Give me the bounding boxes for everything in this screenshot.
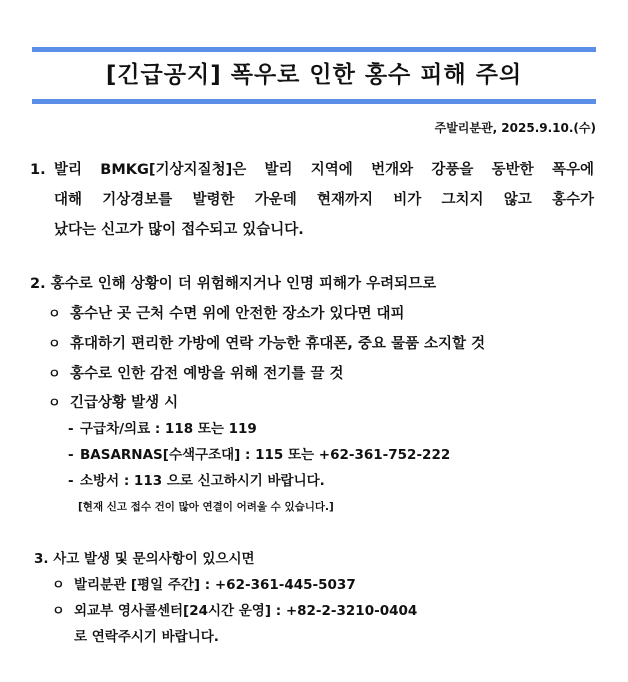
section2-bullet-item xyxy=(48,393,178,414)
section1-number: 1. xyxy=(30,162,46,178)
title-bottom-rule xyxy=(32,99,596,104)
bullet-symbol: ㅇ xyxy=(48,337,61,352)
section1-line-1: 발리 BMKG[기상지질청]은 발리 지역에 번개와 강풍을 동반한 폭우에 xyxy=(54,162,594,178)
emergency-contact-ambulance: - 구급차/의료 : 118 또는 119 xyxy=(68,421,257,437)
bullet-symbol: ㅇ xyxy=(52,604,65,619)
bullet-symbol: ㅇ xyxy=(48,307,61,322)
notice-title: [긴급공지] 폭우로 인한 홍수 피해 주의 xyxy=(105,62,523,88)
section1-line-3: 났다는 신고가 많이 접수되고 있습니다. xyxy=(54,222,304,238)
busy-lines-note: [현재 신고 접수 건이 많아 연결이 어려울 수 있습니다.] xyxy=(78,501,334,513)
section3-bullet-item xyxy=(52,601,417,622)
section2-bullet-item xyxy=(48,334,485,355)
bullet-symbol: ㅇ xyxy=(48,367,61,382)
section3-heading: 3. 사고 발생 및 문의사항이 있으시면 xyxy=(34,551,255,567)
bullet-symbol: ㅇ xyxy=(52,578,65,593)
section3-bullet-text: 발리분관 [평일 주간] : +62-361-445-5037 xyxy=(74,577,356,593)
section3-bullet-text: 외교부 영사콜센터[24시간 운영] : +82-2-3210-0404 xyxy=(74,603,418,619)
section3-closing: 로 연락주시기 바랍니다. xyxy=(74,629,219,645)
section3-bullet-item xyxy=(52,575,356,596)
section2-bullet-text: 휴대하기 편리한 가방에 연락 가능한 휴대폰, 중요 물품 소지할 것 xyxy=(70,336,486,352)
bullet-symbol: ㅇ xyxy=(48,396,61,411)
section2-bullet-item xyxy=(48,304,405,325)
section2-bullet-text: 긴급상황 발생 시 xyxy=(70,395,179,411)
emergency-contact-fire: - 소방서 : 113 으로 신고하시기 바랍니다. xyxy=(68,473,325,489)
section2-bullet-text: 홍수난 곳 근처 수면 위에 안전한 장소가 있다면 대피 xyxy=(70,306,405,322)
issuer-date: 주발리분관, 2025.9.10.(수) xyxy=(434,121,596,135)
emergency-contact-basarnas: - BASARNAS[수색구조대] : 115 또는 +62-361-752-222 xyxy=(68,447,451,463)
section1-line-2: 대해 기상경보를 발령한 가운데 현재까지 비가 그치지 않고 홍수가 xyxy=(54,192,594,208)
section2-bullet-text: 홍수로 인한 감전 예방을 위해 전기를 끌 것 xyxy=(70,366,344,382)
section2-bullet-item xyxy=(48,364,343,385)
title-top-rule xyxy=(32,47,596,52)
section2-heading: 2. 홍수로 인해 상황이 더 위험해지거나 인명 피해가 우려되므로 xyxy=(30,276,437,292)
